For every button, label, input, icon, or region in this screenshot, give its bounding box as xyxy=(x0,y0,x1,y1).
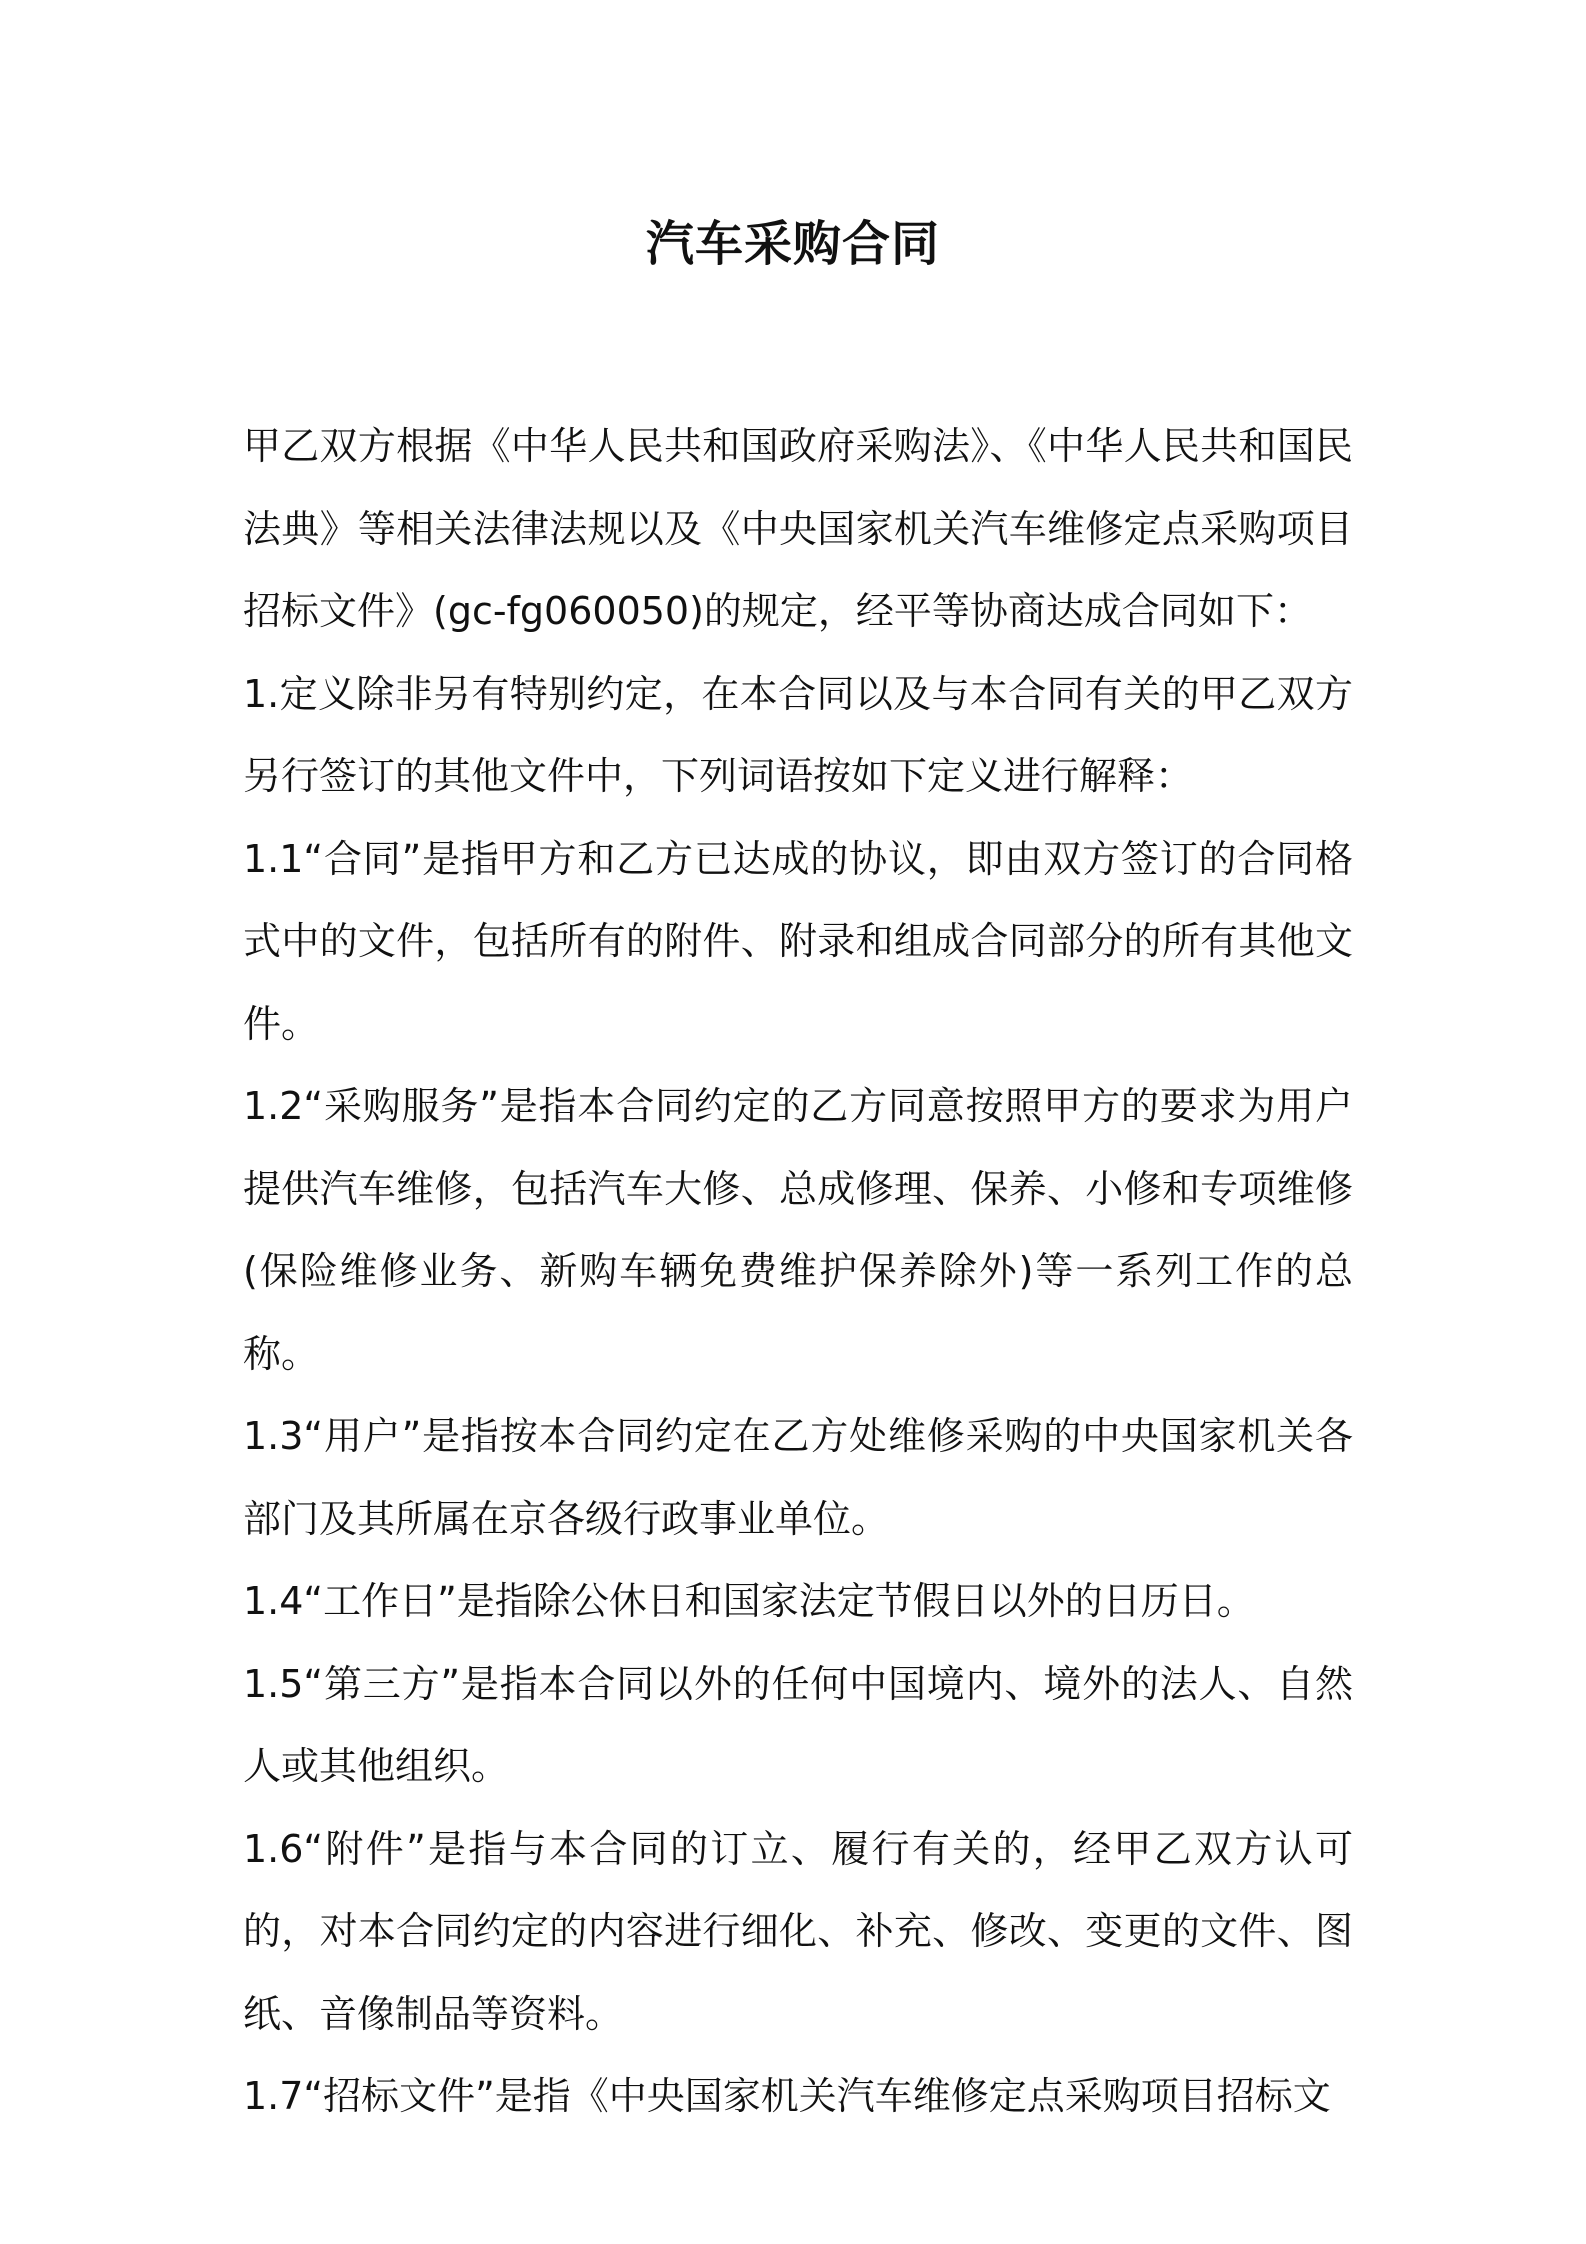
clause-1-4-working-day: 1.4“工作日”是指除公休日和国家法定节假日以外的日历日。 xyxy=(243,1579,1255,1623)
document-body xyxy=(243,405,1353,2138)
clause-1-5-third-party: 1.5“第三方”是指本合同以外的任何中国境内、境外的法人、自然人或其他组织。 xyxy=(243,1661,1353,1788)
clause-1-6-attachment: 1.6“附件”是指与本合同的订立、履行有关的，经甲乙双方认可的，对本合同约定的内容进行细化、补充、修改、变更的文件、图纸、音像制品等资料。 xyxy=(243,1826,1353,2036)
clause-1-1-contract: 1.1“合同”是指甲方和乙方已达成的协议，即由双方签订的合同格式中的文件，包括所有的附件、附录和组成合同部分的所有其他文件。 xyxy=(243,836,1353,1046)
preamble-paragraph: 甲乙双方根据《中华人民共和国政府采购法》、《中华人民共和国民法典》等相关法律法规以及《中央国家机关汽车维修定点采购项目招标文件》(gc-fg060050)的规定，经平等协商达成合同如下： xyxy=(243,424,1353,633)
document-title: 汽车采购合同 xyxy=(645,216,940,272)
clause-1-7-tender-document: 1.7“招标文件”是指《中央国家机关汽车维修定点采购项目招标文 xyxy=(243,2074,1331,2118)
clause-1-2-procurement-service: 1.2“采购服务”是指本合同约定的乙方同意按照甲方的要求为用户提供汽车维修，包括汽车大修、总成修理、保养、小修和专项维修(保险维修业务、新购车辆免费维护保养除外)等一系列工作的总称。 xyxy=(243,1084,1353,1376)
clause-1-3-user: 1.3“用户”是指按本合同约定在乙方处维修采购的中央国家机关各部门及其所属在京各级行政事业单位。 xyxy=(243,1414,1353,1541)
clause-1-definitions: 1.定义除非另有特别约定，在本合同以及与本合同有关的甲乙双方另行签订的其他文件中，下列词语按如下定义进行解释： xyxy=(243,671,1353,798)
